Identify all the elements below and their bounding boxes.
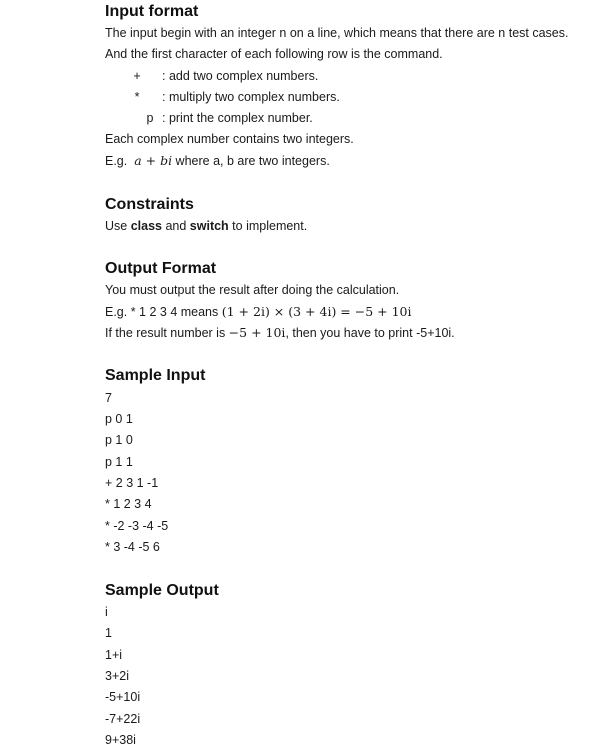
sample-input-line: + 2 3 1 -1 <box>105 476 159 490</box>
output-format-heading: Output Format <box>105 260 217 277</box>
sample-input-line: * 1 2 3 4 <box>105 497 152 511</box>
sample-input-line: p 0 1 <box>105 412 133 426</box>
sample-output-line: 1+i <box>105 648 123 662</box>
input-format-example <box>105 153 330 169</box>
output-format-example <box>105 304 412 320</box>
sample-output-heading: Sample Output <box>105 582 219 599</box>
sample-output-line: -7+22i <box>105 712 141 726</box>
input-format-line1: The input begin with an integer n on a line, which means that there are n test cases. <box>105 26 569 40</box>
example-math-a: a <box>134 153 142 168</box>
switch-keyword: switch <box>189 219 229 233</box>
constraints-use: Use <box>105 219 131 233</box>
sample-input-line: 7 <box>105 391 112 405</box>
output-format-line1: You must output the result after doing the calculation. <box>105 283 400 297</box>
sample-input-heading: Sample Input <box>105 367 206 384</box>
sample-output-line: 1 <box>105 626 112 640</box>
input-format-heading: Input format <box>105 3 199 20</box>
input-format-line3: Each complex number contains two integers. <box>105 132 354 146</box>
sample-output-line: 9+38i <box>105 733 136 747</box>
constraints-tail: to implement. <box>228 219 308 233</box>
constraints-heading: Constraints <box>105 196 194 213</box>
command-desc-print: : print the complex number. <box>162 111 313 125</box>
example-prefix: E.g. <box>105 154 128 168</box>
command-desc-add: : add two complex numbers. <box>162 69 319 83</box>
output-example-math: (1 + 2i) × (3 + 4i) = −5 + 10i <box>221 304 412 319</box>
constraints-text <box>105 218 307 234</box>
input-format-line2: And the first character of each following row is the command. <box>105 47 443 61</box>
sample-input-line: p 1 1 <box>105 455 133 469</box>
output-line3-math: −5 + 10i <box>228 325 286 340</box>
output-example-prefix: E.g. * 1 2 3 4 means <box>105 305 222 319</box>
example-math-bi: bi <box>160 153 173 168</box>
sample-output-line: -5+10i <box>105 690 141 704</box>
example-math-plus: + <box>141 153 161 168</box>
command-symbol-multiply: * <box>134 90 140 104</box>
sample-input-line: p 1 0 <box>105 433 133 447</box>
sample-input-line: * -2 -3 -4 -5 <box>105 519 169 533</box>
command-desc-multiply: : multiply two complex numbers. <box>162 90 340 104</box>
command-symbol-add: + <box>133 69 141 83</box>
sample-output-line: i <box>105 605 108 619</box>
constraints-and: and <box>161 219 190 233</box>
output-format-line3 <box>105 325 455 341</box>
sample-output-line: 3+2i <box>105 669 129 683</box>
output-line3-prefix: If the result number is <box>105 326 229 340</box>
class-keyword: class <box>130 219 162 233</box>
sample-input-line: * 3 -4 -5 6 <box>105 540 160 554</box>
example-suffix: where a, b are two integers. <box>172 154 330 168</box>
command-symbol-print: p <box>146 111 154 125</box>
output-line3-suffix: , then you have to print -5+10i. <box>285 326 455 340</box>
